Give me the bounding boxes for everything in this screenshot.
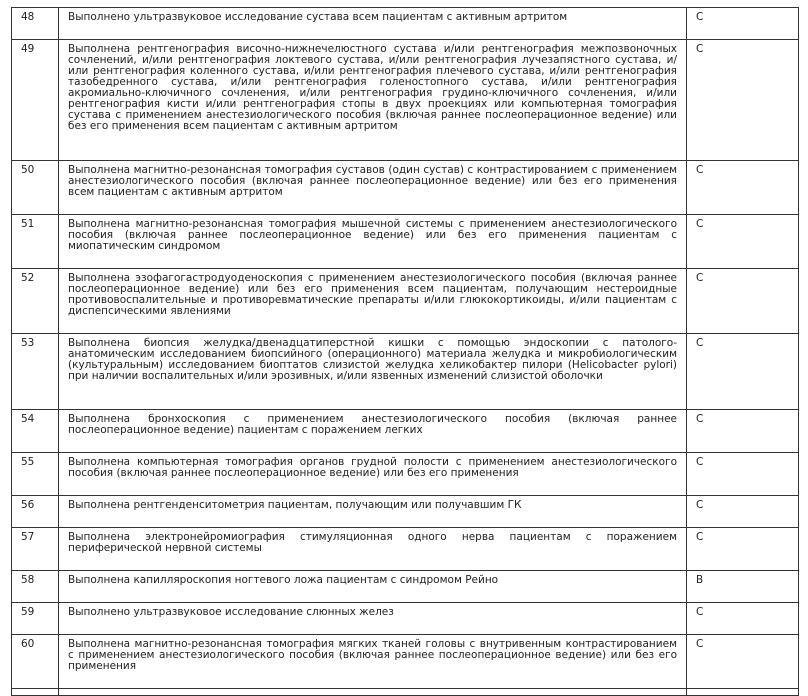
row-number: 54	[12, 410, 59, 453]
criterion-text: Выполнена эзофагогастродуоденоскопия с применением анестезиологического пособия (включая раннее послеоперационное ведение) или без его применения всем пациентам, получающим нестероидные противовоспалительные и противоревматические препараты и/или глюкокортикоиды, и/или пациентам с диспепсическими явлениями	[59, 269, 687, 334]
table-row	[12, 410, 799, 453]
evidence-level: C	[687, 635, 799, 689]
row-number: 60	[12, 635, 59, 689]
table-row	[12, 689, 799, 696]
criterion-text: Выполнена компьютерная томография органов грудной полости с применением анестезиологического пособия (включая раннее послеоперационное ведение) или без его применения	[59, 453, 687, 496]
evidence-level: C	[687, 269, 799, 334]
evidence-level: C	[687, 334, 799, 410]
row-number: 55	[12, 453, 59, 496]
row-number: 57	[12, 528, 59, 571]
evidence-level: C	[687, 161, 799, 215]
evidence-level: C	[687, 496, 799, 528]
criteria-table	[11, 7, 799, 696]
row-number: 53	[12, 334, 59, 410]
evidence-level: C	[687, 40, 799, 161]
row-number: 48	[12, 8, 59, 40]
table-row	[12, 496, 799, 528]
table-row	[12, 8, 799, 40]
table-row	[12, 215, 799, 269]
table-row	[12, 603, 799, 635]
row-number: 49	[12, 40, 59, 161]
table-row	[12, 635, 799, 689]
row-number: 51	[12, 215, 59, 269]
table-row	[12, 269, 799, 334]
empty-cell	[687, 689, 799, 696]
evidence-level: C	[687, 528, 799, 571]
row-number: 56	[12, 496, 59, 528]
evidence-level: C	[687, 8, 799, 40]
criterion-text: Выполнена магнитно-резонансная томография мягких тканей головы с внутривенным контрастированием с применением анестезиологического пособия (включая раннее послеоперационное ведение) или без его применения	[59, 635, 687, 689]
empty-cell	[12, 689, 59, 696]
row-number: 50	[12, 161, 59, 215]
criterion-text: Выполнена рентгенденситометрия пациентам, получающим или получавшим ГК	[59, 496, 687, 528]
table-row	[12, 40, 799, 161]
row-number: 58	[12, 571, 59, 603]
empty-cell	[59, 689, 687, 696]
criterion-text: Выполнено ультразвуковое исследование слюнных желез	[59, 603, 687, 635]
criterion-text: Выполнена бронхоскопия с применением анестезиологического пособия (включая раннее послеоперационное ведение) пациентам с поражением легких	[59, 410, 687, 453]
table-row	[12, 528, 799, 571]
evidence-level: C	[687, 410, 799, 453]
table-row	[12, 334, 799, 410]
criterion-text: Выполнена магнитно-резонансная томография мышечной системы с применением анестезиологического пособия (включая раннее послеоперационное ведение) или без его применения пациентам с миопатическим синдромом	[59, 215, 687, 269]
table-row	[12, 453, 799, 496]
evidence-level: C	[687, 453, 799, 496]
evidence-level: B	[687, 571, 799, 603]
row-number: 59	[12, 603, 59, 635]
row-number: 52	[12, 269, 59, 334]
table-row	[12, 571, 799, 603]
criterion-text: Выполнена рентгенография височно-нижнечелюстного сустава и/или рентгенография межпозвоночных сочленений, и/или рентгенография локтевого сустава, и/или рентгенография лучезапястного сустава, и/или рентгенография коленного сустава, и/или рентгенография плечевого сустава, и/или рентгенография тазобедренного сустава, и/или рентгенография голеностопного сустава, и/или рентгенография акромиально-ключичного сочленения, и/или рентгенография грудино-ключичного сочленения, и/или рентгенография кисти и/или рентгенография стопы в двух проекциях или компьютерная томография сустава с применением анестезиологического пособия (включая раннее послеоперационное ведение) или без его применения всем пациентам с активным артритом	[59, 40, 687, 161]
table-row	[12, 161, 799, 215]
criterion-text: Выполнено ультразвуковое исследование сустава всем пациентам с активным артритом	[59, 8, 687, 40]
criteria-rows	[12, 8, 799, 696]
evidence-level: C	[687, 215, 799, 269]
criterion-text: Выполнена электронейромиография стимуляционная одного нерва пациентам с поражением периферической нервной системы	[59, 528, 687, 571]
criterion-text: Выполнена капилляроскопия ногтевого ложа пациентам с синдромом Рейно	[59, 571, 687, 603]
criterion-text: Выполнена биопсия желудка/двенадцатиперстной кишки с помощью эндоскопии с патолого-анатомическим исследованием биопсийного (операционного) материала желудка и микробиологическим (культуральным) исследованием биоптатов слизистой желудка хеликобактер пилори (Helicobacter pylori) при наличии воспалительных и/или эрозивных, и/или язвенных изменений слизистой оболочки	[59, 334, 687, 410]
criterion-text: Выполнена магнитно-резонансная томография суставов (один сустав) с контрастированием с применением анестезиологического пособия (включая раннее послеоперационное ведение) или без его применения всем пациентам с активным артритом	[59, 161, 687, 215]
evidence-level: C	[687, 603, 799, 635]
